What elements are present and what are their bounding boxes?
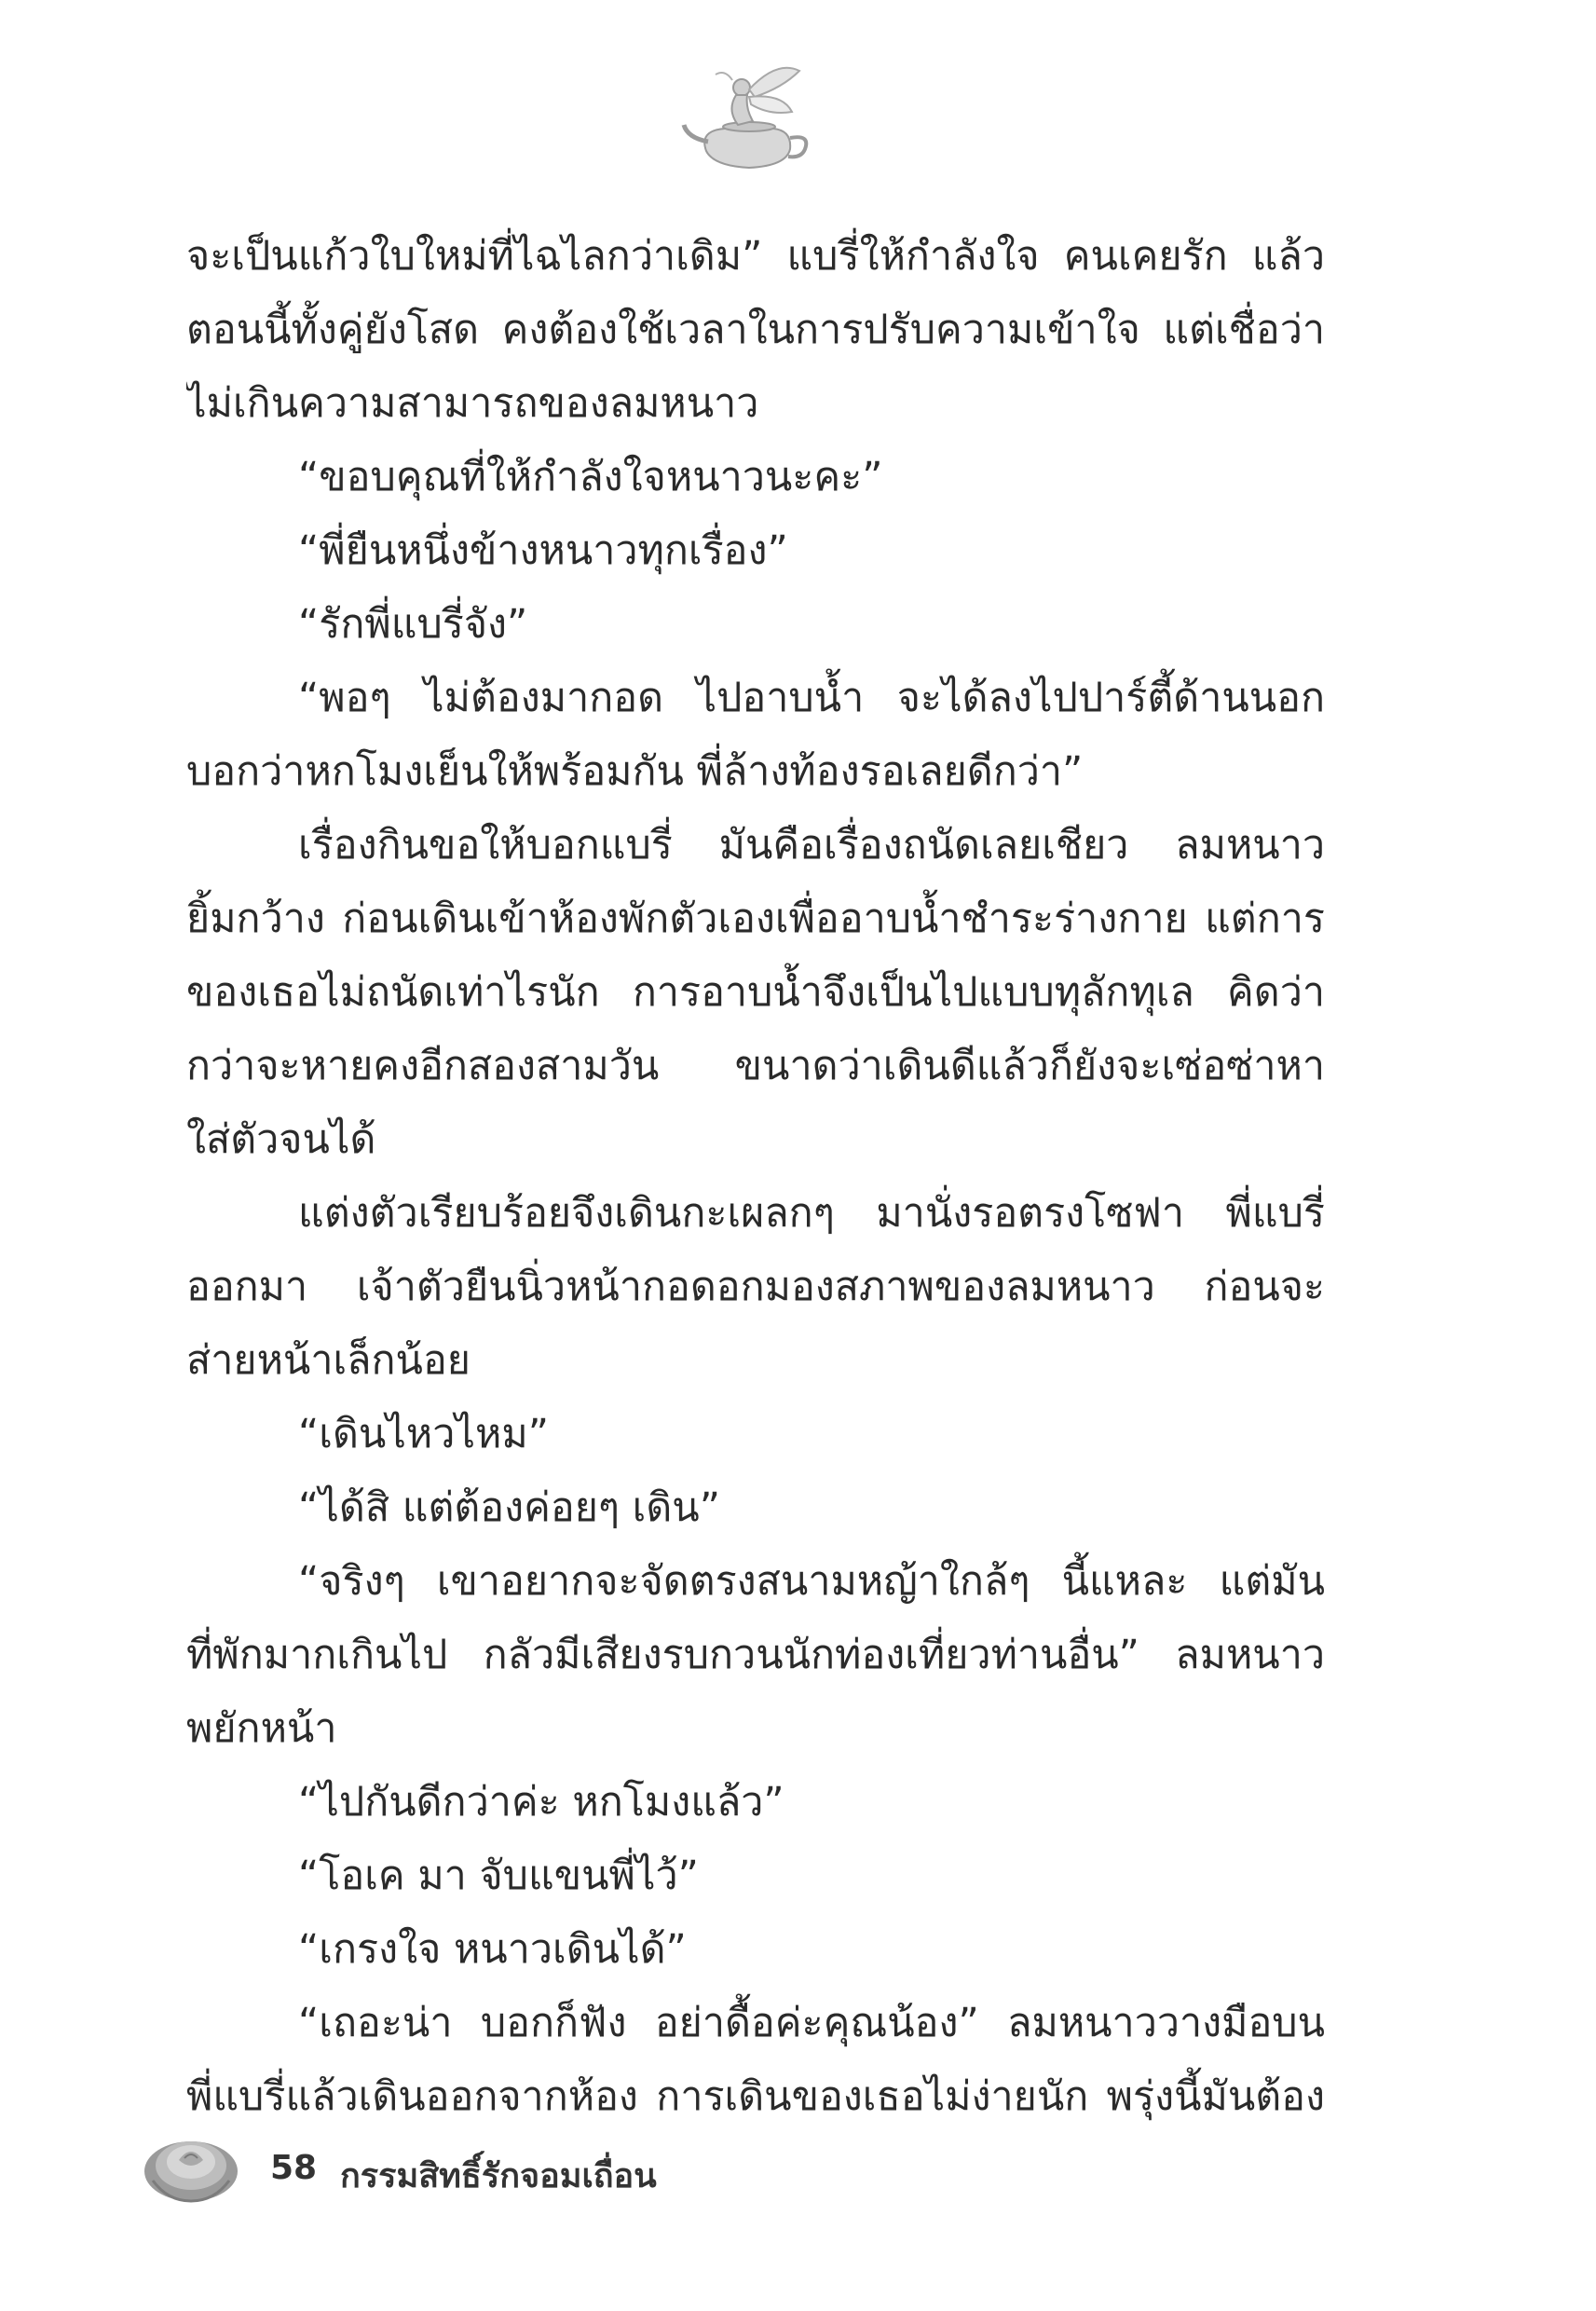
text-line: ไม่เกินความสามารถของลมหนาว bbox=[186, 380, 759, 427]
text-line: ตอนนี้ทั้งคู่ยังโสด คงต้องใช้เวลาในการปรับความเข้าใจ แต่เชื่อว่า bbox=[186, 307, 1325, 353]
rose-icon bbox=[140, 2115, 242, 2208]
text-line: “พอๆ ไม่ต้องมากอด ไปอาบน้ำ จะได้ลงไปปาร์ตี้ด้านนอก bbox=[298, 675, 1325, 721]
text-line: เรื่องกินขอให้บอกแบรี่ มันคือเรื่องถนัดเลยเชียว ลมหนาว bbox=[298, 822, 1325, 868]
text-line: บอกว่าหกโมงเย็นให้พร้อมกัน พี่ล้างท้องรอเลยดีกว่า” bbox=[186, 748, 1084, 795]
text-line: จะเป็นแก้วใบใหม่ที่ไฉไลกว่าเดิม” แบรี่ให้กำลังใจ คนเคยรัก แล้ว bbox=[186, 233, 1325, 280]
text-line: ใส่ตัวจนได้ bbox=[186, 1116, 376, 1163]
text-line: “จริงๆ เขาอยากจะจัดตรงสนามหญ้าใกล้ๆ นี้แหละ แต่มัน bbox=[298, 1558, 1325, 1605]
text-line: ของเธอไม่ถนัดเท่าไรนัก การอาบน้ำจึงเป็นไปแบบทุลักทุเล คิดว่า bbox=[186, 969, 1325, 1016]
text-line: พยักหน้า bbox=[186, 1705, 337, 1752]
body-text bbox=[186, 220, 1325, 2134]
text-line: แต่งตัวเรียบร้อยจึงเดินกะเผลกๆ มานั่งรอตรงโซฟา พี่แบรี่ bbox=[298, 1190, 1325, 1237]
text-line: “ได้สิ แต่ต้องค่อยๆ เดิน” bbox=[298, 1484, 720, 1531]
book-title: กรรมสิทธิ์รักจอมเถื่อน bbox=[340, 2157, 657, 2195]
text-line: ออกมา เจ้าตัวยืนนิ่วหน้ากอดอกมองสภาพของลมหนาว ก่อนจะ bbox=[186, 1264, 1325, 1310]
page-footer bbox=[140, 2115, 885, 2218]
page-number: 58 bbox=[270, 2149, 318, 2187]
text-line: “เดินไหวไหม” bbox=[298, 1411, 550, 1457]
fairy-teapot-icon bbox=[680, 56, 820, 177]
text-line: พี่แบรี่แล้วเดินออกจากห้อง การเดินของเธอไม่ง่ายนัก พรุ่งนี้มันต้อง bbox=[186, 2073, 1325, 2120]
text-line: “ไปกันดีกว่าค่ะ หกโมงแล้ว” bbox=[298, 1779, 784, 1826]
text-line: “เกรงใจ หนาวเดินได้” bbox=[298, 1926, 687, 1973]
text-line: “ขอบคุณที่ให้กำลังใจหนาวนะคะ” bbox=[298, 454, 883, 500]
text-line: “เถอะน่า บอกก็ฟัง อย่าดื้อค่ะคุณน้อง” ลมหนาววางมือบน bbox=[298, 2000, 1325, 2046]
text-line: ส่ายหน้าเล็กน้อย bbox=[186, 1337, 471, 1384]
text-line: กว่าจะหายคงอีกสองสามวัน ขนาดว่าเดินดีแล้วก็ยังจะเซ่อซ่าหา bbox=[186, 1043, 1325, 1089]
text-line: ยิ้มกว้าง ก่อนเดินเข้าห้องพักตัวเองเพื่ออาบน้ำชำระร่างกาย แต่การ bbox=[186, 896, 1325, 942]
text-line: ที่พักมากเกินไป กลัวมีเสียงรบกวนนักท่องเที่ยวท่านอื่น” ลมหนาว bbox=[186, 1632, 1325, 1678]
text-line: “พี่ยืนหนึ่งข้างหนาวทุกเรื่อง” bbox=[298, 527, 788, 574]
text-line: “รักพี่แบรี่จัง” bbox=[298, 601, 528, 648]
text-line: “โอเค มา จับแขนพี่ไว้” bbox=[298, 1853, 699, 1899]
